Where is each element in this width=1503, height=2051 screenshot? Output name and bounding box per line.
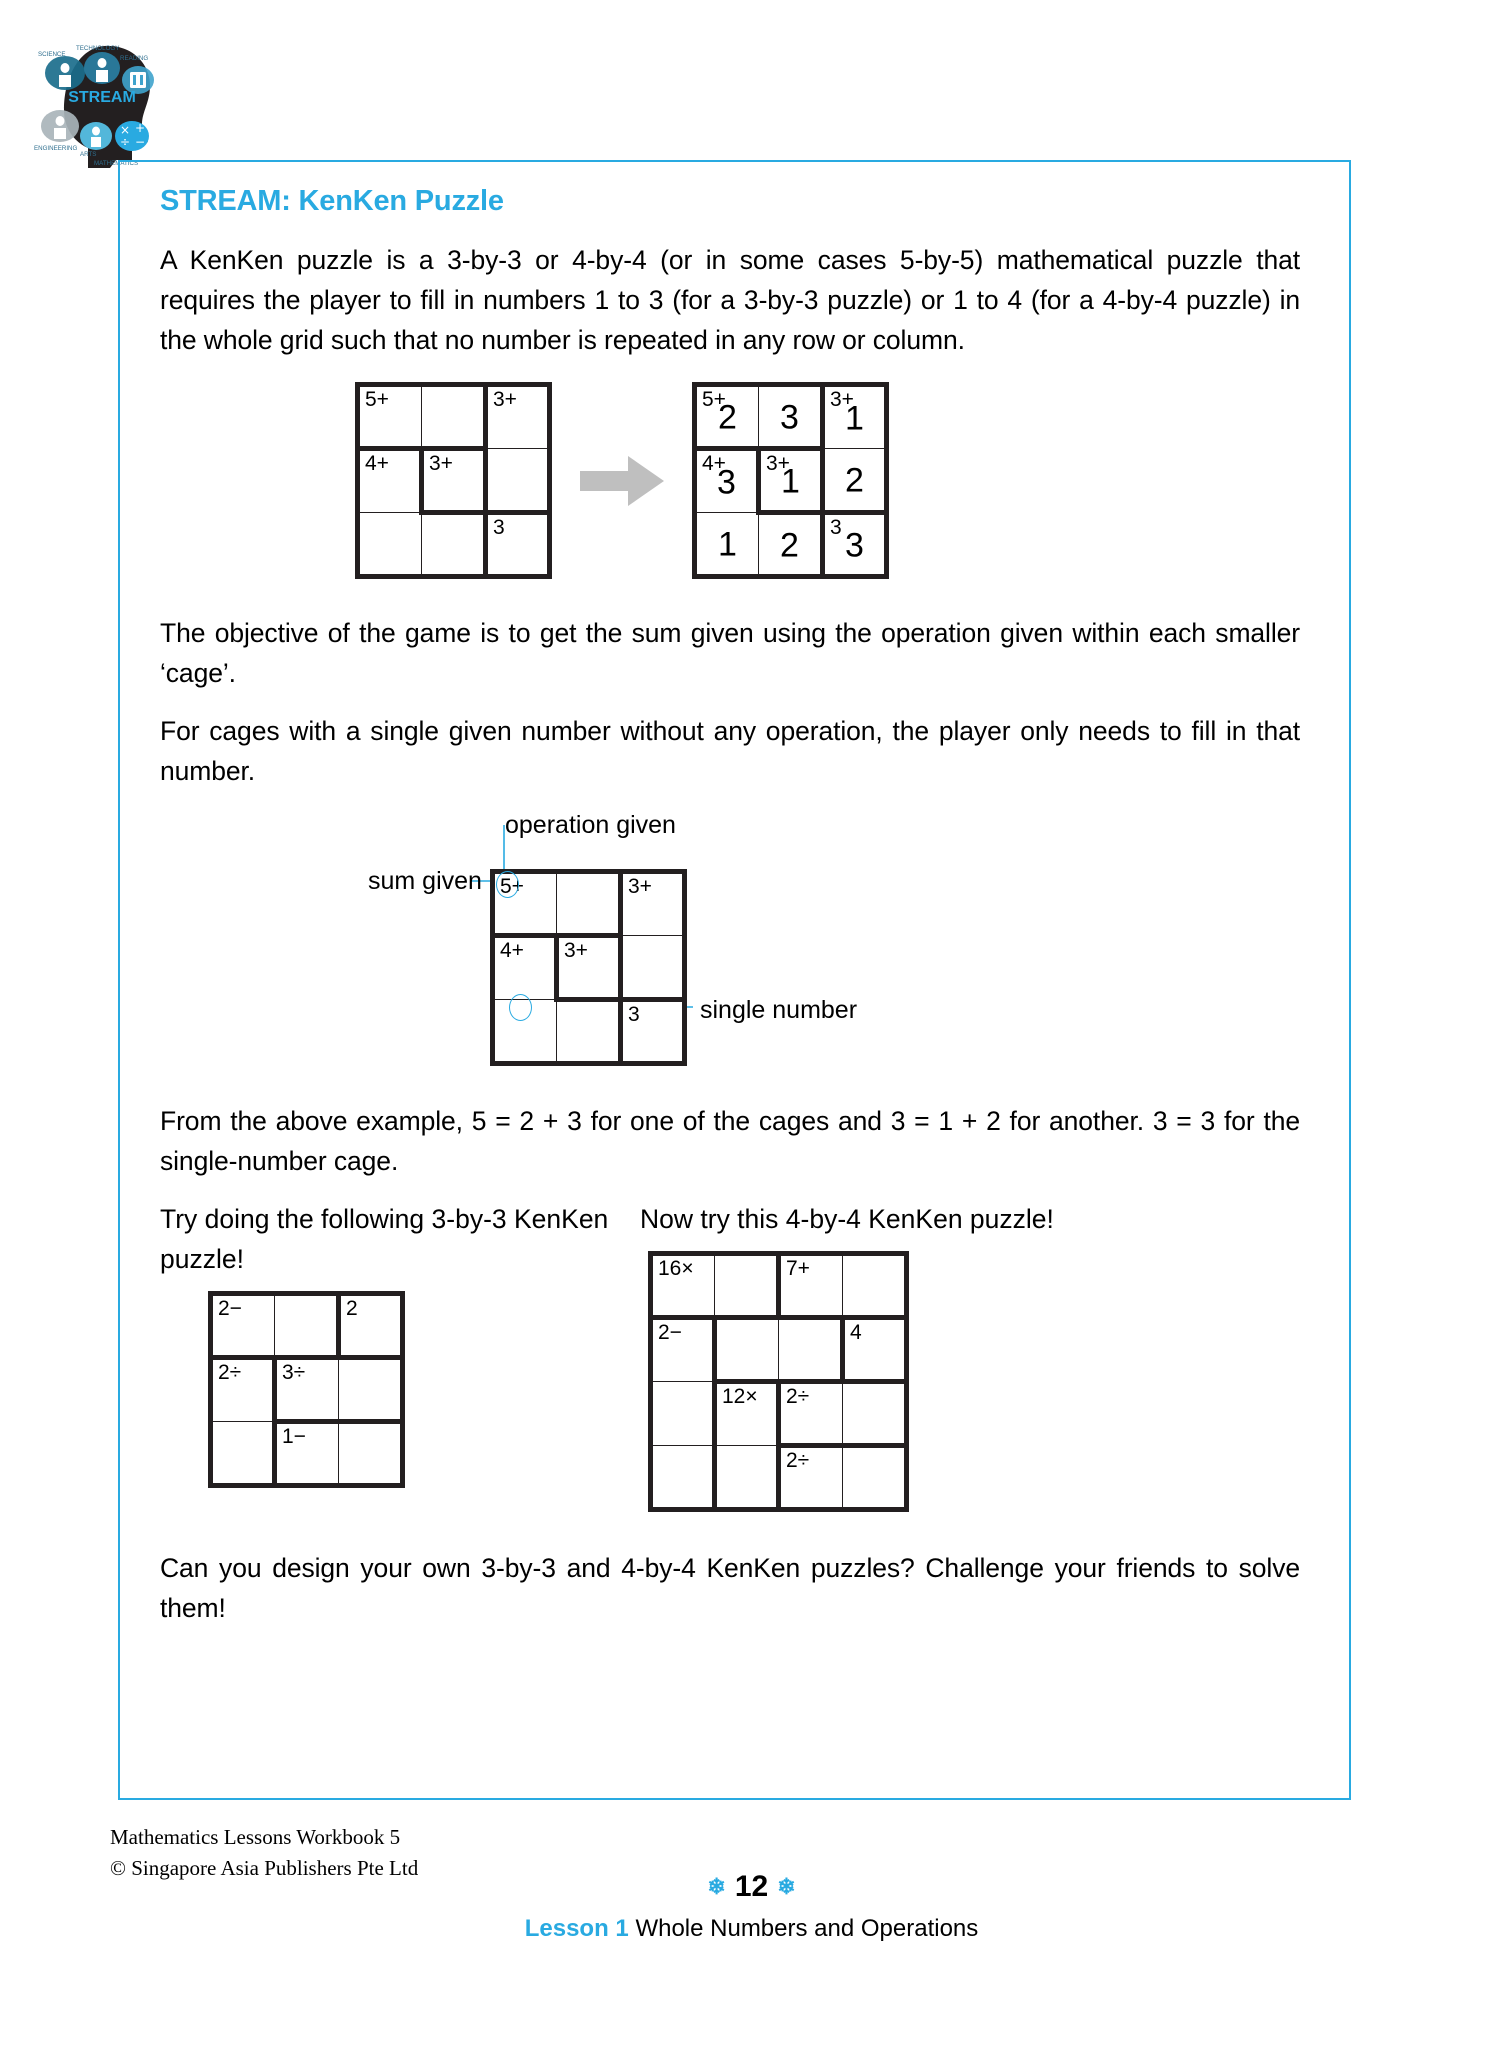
kenken-cell[interactable]: [651, 1318, 715, 1382]
kenken-cell-value: 1: [718, 524, 737, 563]
kenken-cell-clue: 4+: [365, 452, 389, 475]
snowflake-right-icon: ❄: [777, 1874, 796, 1899]
kenken-cell[interactable]: [557, 936, 621, 1000]
practice-puzzles-row: [160, 1199, 1310, 1512]
footer-lesson-title: Whole Numbers and Operations: [635, 1915, 979, 1942]
kenken-cell[interactable]: [339, 1422, 403, 1486]
kenken-cell[interactable]: [843, 1382, 907, 1446]
from-example-paragraph: From the above example, 5 = 2 + 3 for one of the cages and 3 = 1 + 2 for another. 3 = 3 for the single-number cage.: [160, 1106, 1300, 1176]
kenken-cell[interactable]: [759, 449, 823, 513]
annotation-leader-lines: [160, 811, 1310, 1091]
kenken-row: [651, 1382, 907, 1446]
kenken-cell[interactable]: [843, 1254, 907, 1318]
page-number-group: [707, 1870, 795, 1904]
annotated-diagram: [160, 811, 1310, 1091]
page-content: [160, 185, 1310, 1638]
kenken-grid-annotated: [490, 869, 687, 1066]
logo-label-technology: TECHNOLOGY: [76, 45, 120, 52]
kenken-cell-clue: 2−: [218, 1297, 242, 1320]
footer-lesson-label: Lesson 1: [524, 1915, 629, 1942]
logo-label-engineering: ENGINEERING: [34, 145, 78, 152]
kenken-grid-practice-4x4[interactable]: [648, 1251, 909, 1512]
kenken-cell[interactable]: [486, 449, 550, 513]
kenken-cell-clue: 4+: [500, 939, 524, 962]
kenken-cell[interactable]: [557, 1000, 621, 1064]
label-operation-given: operation given: [505, 811, 676, 839]
example-solved-grid: [692, 382, 889, 579]
footer-page-number-row: [0, 1870, 1503, 1904]
kenken-row: [695, 385, 887, 449]
kenken-cell[interactable]: [695, 385, 759, 449]
kenken-cell[interactable]: [715, 1382, 779, 1446]
kenken-cell[interactable]: [843, 1318, 907, 1382]
kenken-cell[interactable]: [759, 385, 823, 449]
intro-paragraph: A KenKen puzzle is a 3-by-3 or 4-by-4 (or in some cases 5-by-5) mathematical puzzle that requires the player to fill in numbers 1 to 3 (for a 3-by-3 puzzle) or 1 to 4 (for a 4-by-4 puzzle) in the whole grid such that no number is repeated in any row or column.: [160, 245, 1300, 355]
kenken-row: [695, 449, 887, 513]
kenken-row: [651, 1446, 907, 1510]
kenken-row: [651, 1318, 907, 1382]
svg-text:+: +: [134, 121, 146, 135]
kenken-cell[interactable]: [759, 513, 823, 577]
kenken-row: [493, 936, 685, 1000]
kenken-cell[interactable]: [823, 449, 887, 513]
kenken-cell-clue: 4: [850, 1321, 862, 1344]
kenken-cell-clue: 5+: [500, 875, 524, 898]
kenken-cell[interactable]: [211, 1294, 275, 1358]
kenken-cell-clue: 3+: [493, 388, 517, 411]
svg-text:÷: ÷: [119, 135, 131, 149]
practice-4x4-column: [640, 1199, 1300, 1512]
kenken-cell[interactable]: [275, 1294, 339, 1358]
kenken-cell[interactable]: [358, 513, 422, 577]
kenken-cell-value: 2: [780, 525, 799, 564]
kenken-row: [358, 513, 550, 577]
kenken-cell-value: 3: [717, 462, 736, 501]
kenken-grid-blank: [355, 382, 552, 579]
stream-logo: [32, 28, 182, 168]
kenken-cell-clue: 5+: [702, 388, 726, 411]
kenken-cell[interactable]: [621, 872, 685, 936]
kenken-cell-clue: 3÷: [282, 1361, 306, 1384]
page-number: 12: [734, 1870, 769, 1903]
kenken-cell[interactable]: [651, 1382, 715, 1446]
kenken-row: [211, 1422, 403, 1486]
kenken-cell[interactable]: [715, 1446, 779, 1510]
kenken-cell-clue: 3+: [564, 939, 588, 962]
kenken-cell-value: 2: [718, 397, 737, 436]
svg-text:−: −: [134, 135, 146, 149]
kenken-cell[interactable]: [493, 936, 557, 1000]
footer-book-title: Mathematics Lessons Workbook 5: [110, 1825, 401, 1849]
kenken-cell-clue: 2÷: [786, 1449, 810, 1472]
kenken-row: [358, 449, 550, 513]
kenken-row: [493, 872, 685, 936]
arrow-container: [552, 451, 692, 511]
svg-text:×: ×: [119, 123, 131, 137]
kenken-cell-clue: 3+: [429, 452, 453, 475]
label-sum-given: sum given: [368, 867, 482, 895]
kenken-cell[interactable]: [823, 513, 887, 577]
kenken-row: [651, 1254, 907, 1318]
highlight-circle-single: [509, 994, 532, 1021]
try-3x3-heading: Try doing the following 3-by-3 KenKen puzzle!: [160, 1204, 609, 1274]
kenken-cell[interactable]: [779, 1382, 843, 1446]
stream-logo-graphic: [32, 28, 182, 168]
kenken-cell[interactable]: [621, 936, 685, 1000]
kenken-cell-clue: 2−: [658, 1321, 682, 1344]
example-grids-row: [160, 382, 1310, 579]
kenken-row: [358, 385, 550, 449]
label-single-number: single number: [700, 996, 858, 1024]
kenken-cell-clue: 5+: [365, 388, 389, 411]
kenken-cell[interactable]: [358, 449, 422, 513]
kenken-cell[interactable]: [486, 513, 550, 577]
practice-4x4-wrapper: [648, 1251, 1300, 1512]
kenken-cell[interactable]: [211, 1422, 275, 1486]
kenken-cell-clue: 3: [493, 516, 505, 539]
kenken-cell[interactable]: [715, 1318, 779, 1382]
kenken-cell[interactable]: [779, 1254, 843, 1318]
kenken-cell[interactable]: [715, 1254, 779, 1318]
kenken-cell-clue: 7+: [786, 1257, 810, 1280]
kenken-grid-solved: [692, 382, 889, 579]
page-title: STREAM: KenKen Puzzle: [160, 185, 504, 217]
highlight-circle-sum: [496, 871, 519, 898]
kenken-cell[interactable]: [651, 1254, 715, 1318]
kenken-cell[interactable]: [695, 449, 759, 513]
logo-label-science: SCIENCE: [38, 51, 66, 58]
kenken-cell[interactable]: [557, 872, 621, 936]
stream-logo-word: STREAM: [68, 89, 136, 106]
kenken-cell[interactable]: [422, 385, 486, 449]
annotated-grid-wrapper: [490, 869, 687, 1066]
kenken-cell[interactable]: [275, 1358, 339, 1422]
practice-3x3-column: [160, 1199, 640, 1512]
logo-label-mathematics: MATHEMATICS: [94, 160, 139, 167]
kenken-grid-practice-3x3[interactable]: [208, 1291, 405, 1488]
snowflake-left-icon: ❄: [707, 1874, 726, 1899]
kenken-cell[interactable]: [358, 385, 422, 449]
kenken-cell-clue: 2÷: [786, 1385, 810, 1408]
objective-paragraph: The objective of the game is to get the sum given using the operation given within each smaller ‘cage’.: [160, 618, 1300, 688]
kenken-cell-value: 2: [845, 460, 864, 499]
kenken-cell-clue: 2÷: [218, 1361, 242, 1384]
kenken-cell-clue: 16×: [658, 1257, 694, 1280]
kenken-cell-clue: 3+: [830, 388, 854, 411]
kenken-row: [211, 1294, 403, 1358]
logo-label-reading: READING: [120, 55, 149, 62]
challenge-paragraph: Can you design your own 3-by-3 and 4-by-4 KenKen puzzles? Challenge your friends to solve them!: [160, 1553, 1300, 1623]
kenken-cell-clue: 3: [830, 516, 842, 539]
kenken-cell[interactable]: [779, 1318, 843, 1382]
kenken-cell-value: 1: [781, 461, 800, 500]
footer-copyright: © Singapore Asia Publishers Pte Ltd: [110, 1856, 419, 1880]
kenken-cell-value: 1: [845, 398, 864, 437]
kenken-cell-clue: 3: [628, 1003, 640, 1026]
footer-lesson-row: [0, 1915, 1503, 1943]
arrow-right-icon: [578, 451, 666, 511]
kenken-cell[interactable]: [422, 513, 486, 577]
try-4x4-heading: Now try this 4-by-4 KenKen puzzle!: [640, 1204, 1054, 1234]
kenken-cell-value: 3: [845, 525, 864, 564]
kenken-cell-clue: 3+: [766, 452, 790, 475]
single-cage-paragraph: For cages with a single given number without any operation, the player only needs to fill in that number.: [160, 716, 1300, 786]
example-blank-grid: [355, 382, 552, 579]
kenken-cell-clue: 12×: [722, 1385, 758, 1408]
kenken-cell-clue: 4+: [702, 452, 726, 475]
kenken-cell[interactable]: [339, 1294, 403, 1358]
kenken-cell-clue: 3+: [628, 875, 652, 898]
kenken-cell-clue: 1−: [282, 1425, 306, 1448]
practice-3x3-wrapper: [208, 1291, 640, 1488]
kenken-cell[interactable]: [275, 1422, 339, 1486]
kenken-cell[interactable]: [422, 449, 486, 513]
kenken-cell[interactable]: [823, 385, 887, 449]
logo-label-arts: ARTS: [80, 151, 97, 158]
kenken-cell[interactable]: [651, 1446, 715, 1510]
kenken-cell[interactable]: [339, 1358, 403, 1422]
kenken-row: [695, 513, 887, 577]
kenken-cell[interactable]: [486, 385, 550, 449]
kenken-cell-value: 3: [780, 397, 799, 436]
kenken-cell[interactable]: [843, 1446, 907, 1510]
kenken-cell[interactable]: [621, 1000, 685, 1064]
kenken-row: [211, 1358, 403, 1422]
kenken-cell-clue: 2: [346, 1297, 358, 1320]
kenken-cell[interactable]: [211, 1358, 275, 1422]
kenken-cell[interactable]: [695, 513, 759, 577]
kenken-cell[interactable]: [779, 1446, 843, 1510]
